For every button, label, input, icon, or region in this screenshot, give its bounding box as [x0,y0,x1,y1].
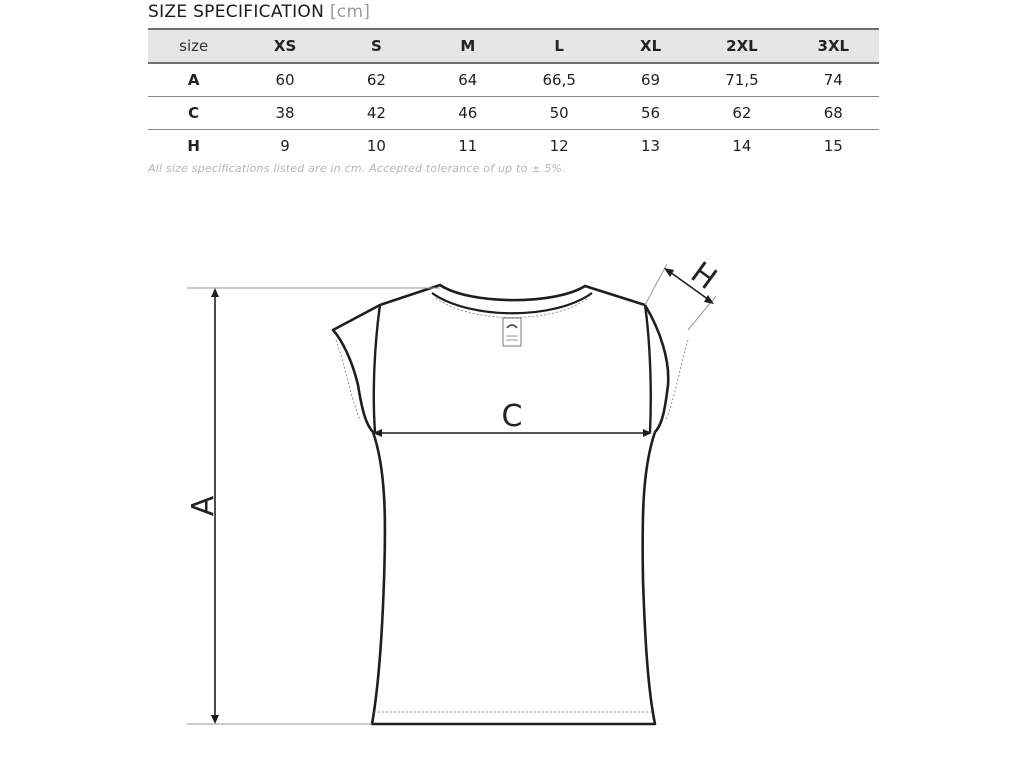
table-cell: 38 [239,97,330,130]
label-h: H [684,255,724,297]
table-cell: 12 [549,137,569,155]
left-sleeve-seam [374,305,380,432]
table-cell: 9 [280,137,290,155]
neck-label-icon [503,318,521,346]
tshirt-outline [333,285,668,724]
table-cell: 10 [366,137,386,155]
table-cell: 74 [788,63,879,97]
table-cell: 64 [422,63,513,97]
title-text: SIZE SPECIFICATION [148,2,325,22]
header-size-xl: XL [605,29,696,63]
label-c: C [501,399,523,434]
table-cell: 50 [514,97,605,130]
header-size-s: S [331,29,422,63]
neckline-inner [432,293,592,313]
table-cell: 69 [605,63,696,97]
measure-h [645,255,723,330]
row-label: H [187,137,200,155]
table-cell: 62 [696,97,787,130]
table-cell: 56 [605,97,696,130]
table-cell: 68 [788,97,879,130]
header-size-3xl: 3XL [788,29,879,63]
table-cell: 13 [641,137,661,155]
table-cell: 46 [422,97,513,130]
table-cell: 14 [732,137,752,155]
label-a: A [186,495,221,517]
header-size-label: size [148,29,239,63]
table-cell: 60 [239,63,330,97]
row-label: A [148,63,239,97]
table-cell: 42 [331,97,422,130]
measure-c [373,399,652,437]
header-size-l: L [514,29,605,63]
header-size-xs: XS [239,29,330,63]
right-sleeve-seam [645,305,651,432]
header-size-2xl: 2XL [696,29,787,63]
title-unit: [cm] [329,2,371,22]
table-cell: 66,5 [514,63,605,97]
measure-a [186,288,440,724]
table-cell: 62 [331,63,422,97]
tolerance-note: All size specifications listed are in cm. Accepted tolerance of up to ± 5%. [148,162,566,175]
header-size-m: M [422,29,513,63]
table-cell: 15 [823,137,843,155]
table-cell: 71,5 [696,63,787,97]
row-label: C [148,97,239,130]
table-cell: 11 [458,137,478,155]
